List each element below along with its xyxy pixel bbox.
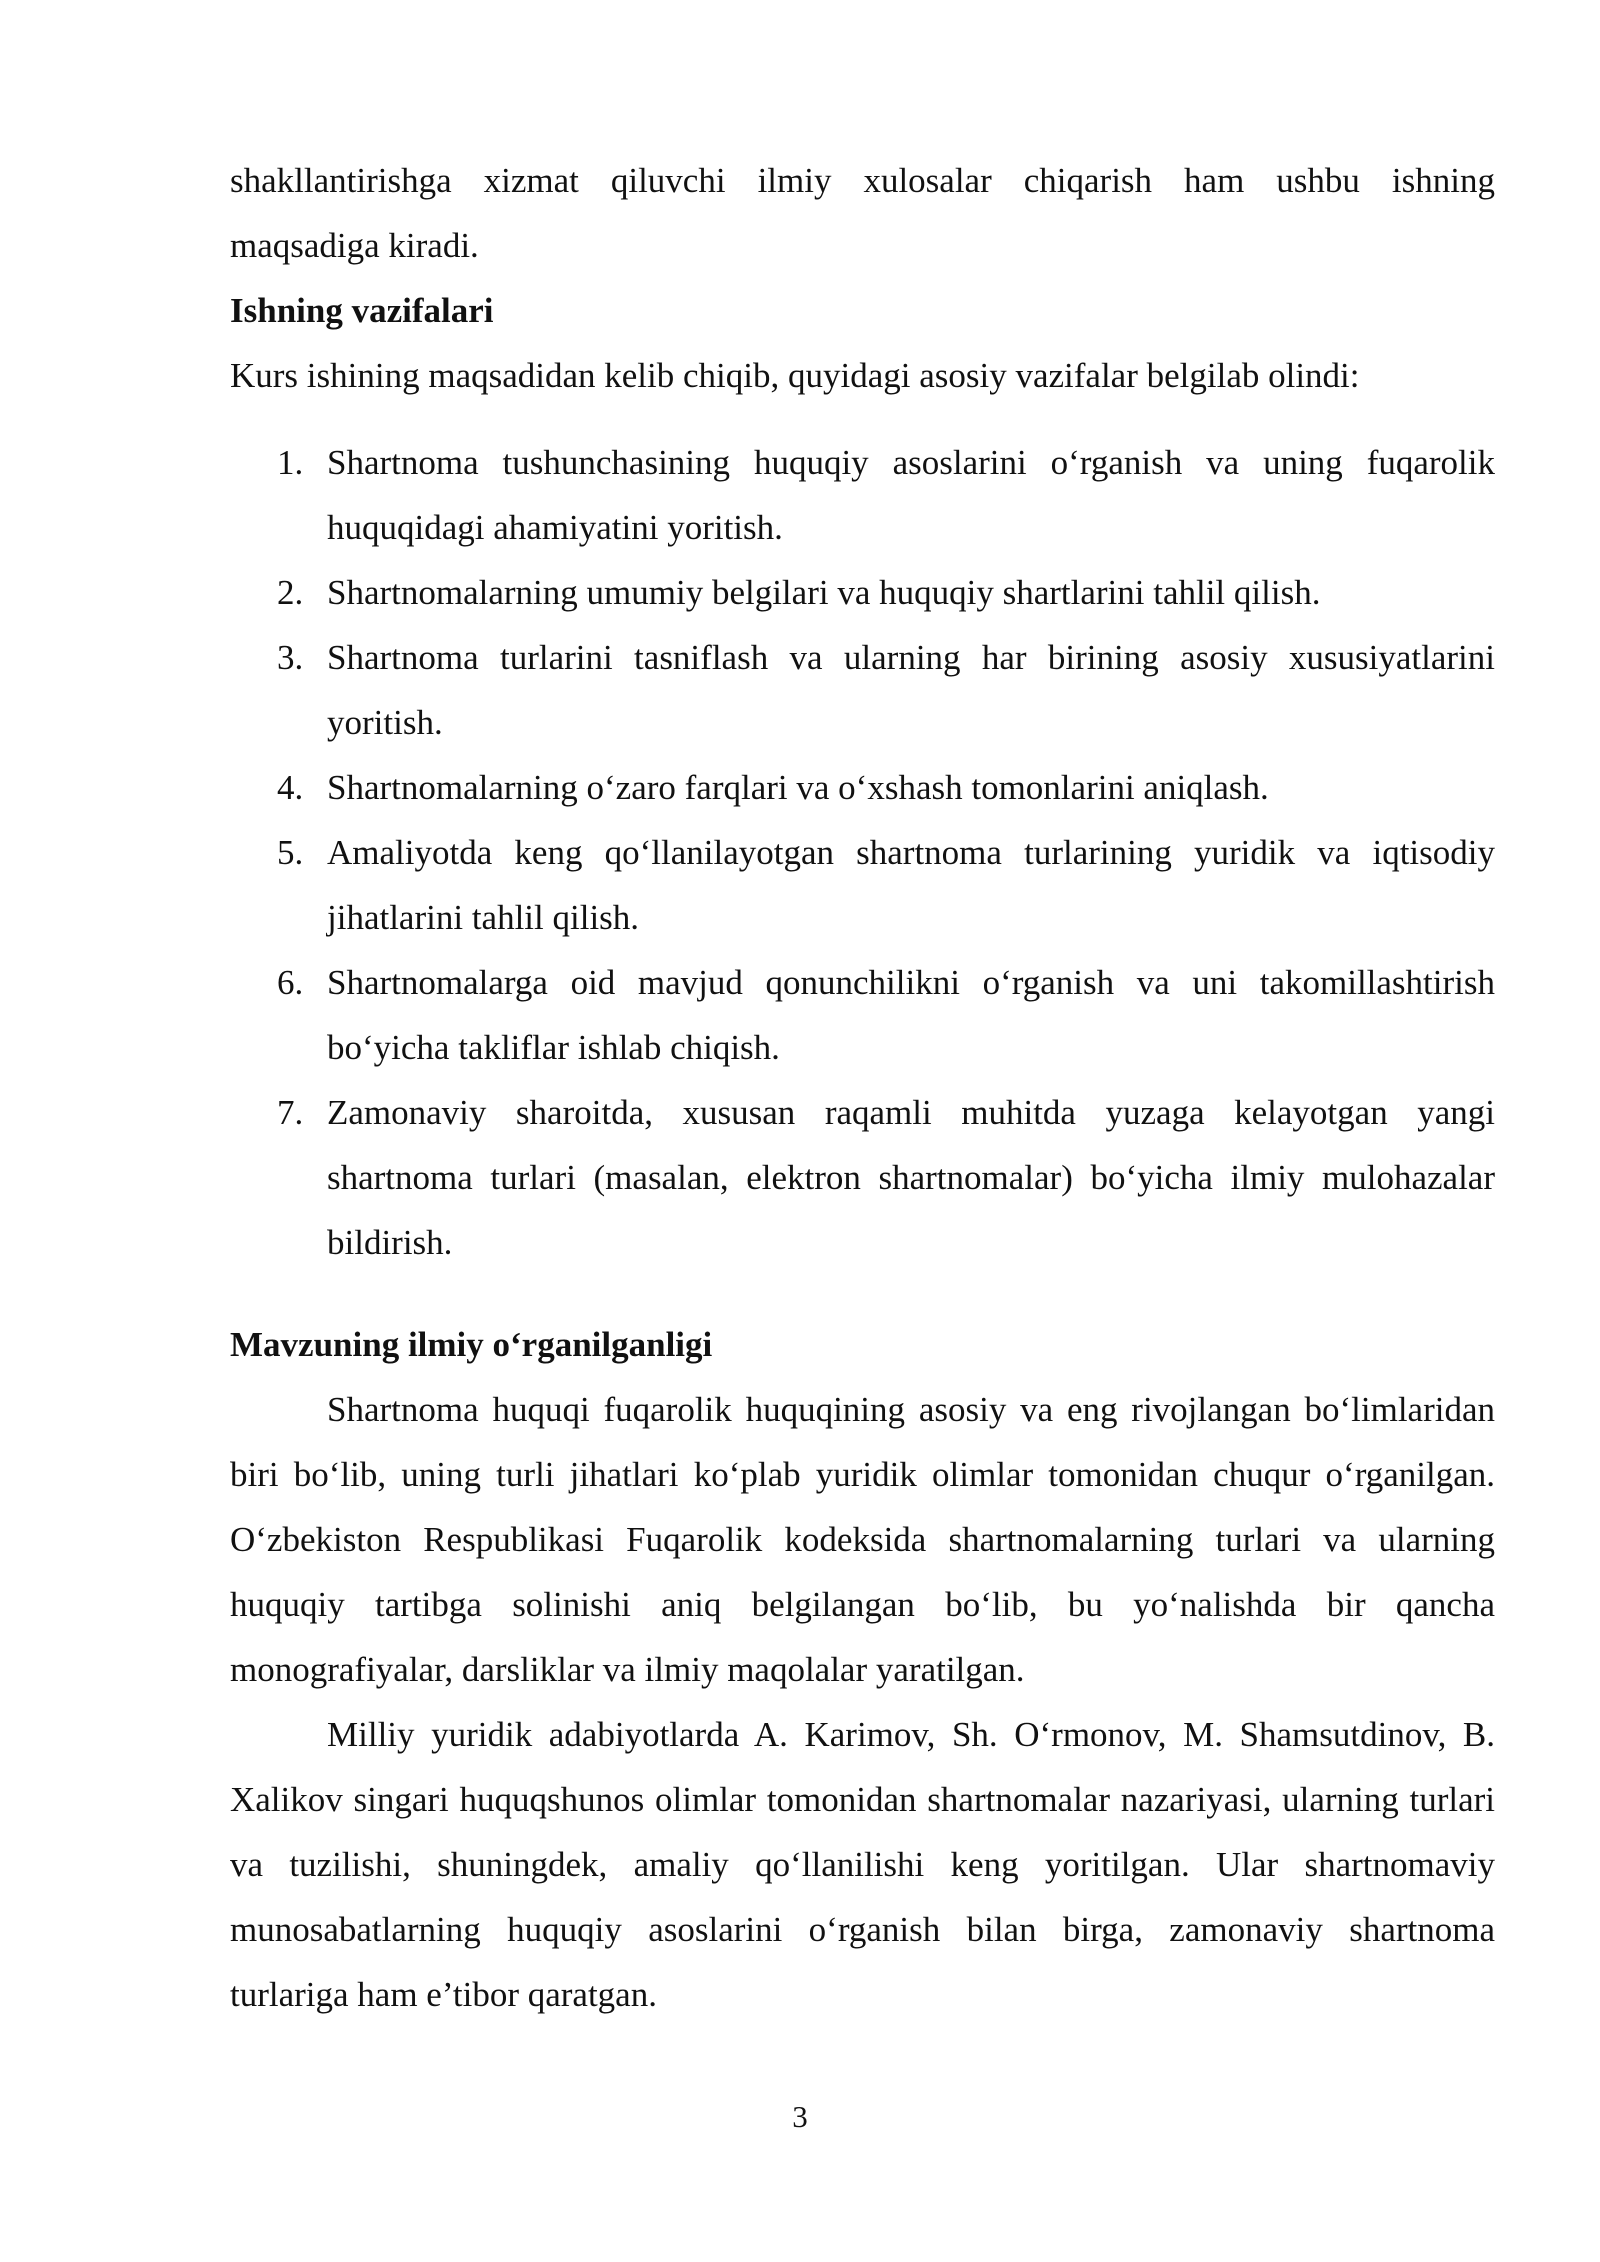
list-item [230,820,1495,950]
list-item-number: 5. [277,833,304,872]
list-item [230,950,1495,1080]
study-heading: Mavzuning ilmiy o‘rganilganligi [230,1325,713,1364]
list-item [230,560,1495,625]
tasks-list [230,430,1495,1275]
document-page [230,148,1495,2027]
list-item-number: 2. [277,573,304,612]
study-paragraph-2: Milliy yuridik adabiyotlarda A. Karimov, Sh. O‘rmonov, M. Shamsutdinov, B. Xalikov singari huquqshunos olimlar tomonidan shartnomalar nazariyasi, ularning turlari va tuzilishi, shuningdek, amaliy qo‘llanilishi keng yoritilgan. Ular shartnomaviy munosabatlarning huquqiy asoslarini o‘rganish bilan birga, zamonaviy shartnoma turlariga ham e’tibor qaratgan. [230,1715,1495,2014]
intro-line-2: maqsadiga kiradi. [230,226,479,265]
list-item-text: Shartnomalarning o‘zaro farqlari va o‘xshash tomonlarini aniqlash. [327,768,1269,807]
list-item-text: Shartnoma turlarini tasniflash va ularning har birining asosiy xususiyatlarini yoritish. [327,638,1495,742]
list-item [230,755,1495,820]
list-item-text: Shartnomalarning umumiy belgilari va huquqiy shartlarini tahlil qilish. [327,573,1321,612]
list-item [230,430,1495,560]
tasks-heading: Ishning vazifalari [230,291,494,330]
intro-line-1: shakllantirishga xizmat qiluvchi ilmiy xulosalar chiqarish ham ushbu ishning [230,161,1495,200]
list-item-text: Shartnomalarga oid mavjud qonunchilikni o‘rganish va uni takomillashtirish bo‘yicha takliflar ishlab chiqish. [327,963,1495,1067]
tasks-lead: Kurs ishining maqsadidan kelib chiqib, quyidagi asosiy vazifalar belgilab olindi: [230,356,1360,395]
list-item-number: 4. [277,768,304,807]
list-item-text: Amaliyotda keng qo‘llanilayotgan shartnoma turlarining yuridik va iqtisodiy jihatlarini tahlil qilish. [327,833,1495,937]
list-item-number: 7. [277,1093,304,1132]
list-item [230,625,1495,755]
list-item-text: Zamonaviy sharoitda, xususan raqamli muhitda yuzaga kelayotgan yangi shartnoma turlari (masalan, elektron shartnomalar) bo‘yicha ilmiy mulohazalar bildirish. [327,1093,1495,1262]
page-number: 3 [792,2099,808,2134]
list-item [230,1080,1495,1275]
list-item-number: 1. [277,443,304,482]
list-item-text: Shartnoma tushunchasining huquqiy asoslarini o‘rganish va uning fuqarolik huquqidagi ahamiyatini yoritish. [327,443,1495,547]
list-item-number: 6. [277,963,304,1002]
list-item-number: 3. [277,638,304,677]
study-paragraph-1: Shartnoma huquqi fuqarolik huquqining asosiy va eng rivojlangan bo‘limlaridan biri bo‘lib, uning turli jihatlari ko‘plab yuridik olimlar tomonidan chuqur o‘rganilgan. O‘zbekiston Respublikasi Fuqarolik kodeksida shartnomalarning turlari va ularning huquqiy tartibga solinishi aniq belgilangan bo‘lib, bu yo‘nalishda bir qancha monografiyalar, darsliklar va ilmiy maqolalar yaratilgan. [230,1390,1495,1689]
